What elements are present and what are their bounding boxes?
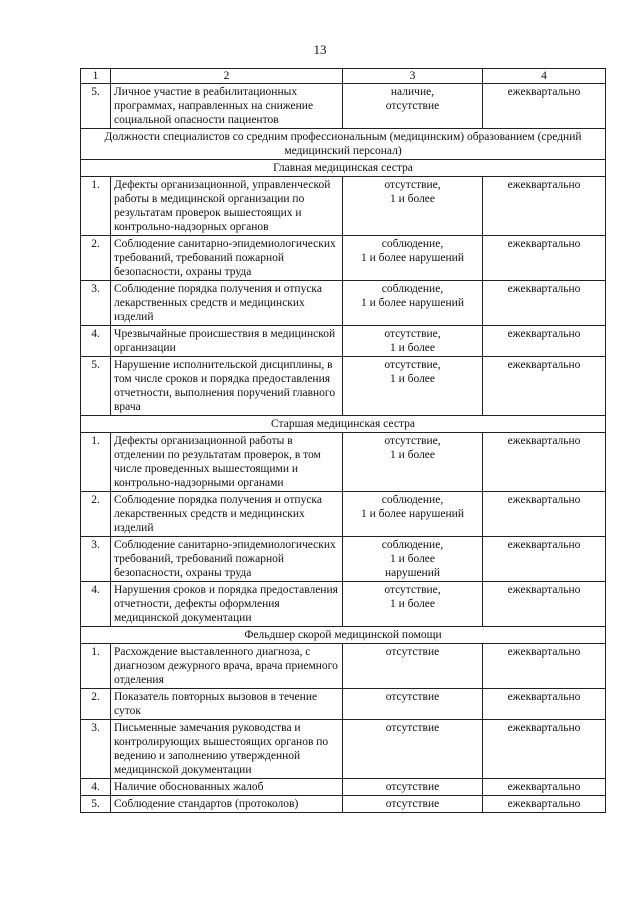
assessment-cell: отсутствие, 1 и более [343,433,483,492]
section-title: Должности специалистов со средним профессиональным (медицинским) образованием (средний медицинский персонал) [81,129,606,160]
assessment-cell: наличие, отсутствие [343,84,483,129]
header-col-1: 1 [81,69,111,84]
assessment-cell: отсутствие [343,644,483,689]
period-cell: ежеквартально [483,236,606,281]
criterion-cell: Дефекты организационной работы в отделении по результатам проверок, в том числе проведенных вышестоящими и контрольно-надзорными органами [111,433,343,492]
criterion-cell: Нарушения сроков и порядка предоставления отчетности, дефекты оформления медицинской документации [111,582,343,627]
page-number: 13 [313,42,327,57]
criteria-table [80,68,606,813]
assessment-cell: отсутствие, 1 и более [343,582,483,627]
period-cell: ежеквартально [483,720,606,779]
row-number: 2. [81,492,111,537]
row-number: 5. [81,357,111,416]
table-row [81,720,606,779]
period-cell: ежеквартально [483,357,606,416]
assessment-cell: соблюдение, 1 и более нарушений [343,492,483,537]
row-number: 4. [81,582,111,627]
row-number: 4. [81,779,111,796]
criterion-cell: Соблюдение санитарно-эпидемиологических требований, требований пожарной безопасности, охраны труда [111,236,343,281]
assessment-cell: отсутствие [343,779,483,796]
section-title: Главная медицинская сестра [81,160,606,177]
period-cell: ежеквартально [483,779,606,796]
criterion-cell: Показатель повторных вызовов в течение суток [111,689,343,720]
section-header-row [81,160,606,177]
period-cell: ежеквартально [483,177,606,236]
section-header-row [81,627,606,644]
criterion-cell: Личное участие в реабилитационных программах, направленных на снижение социальной опасности пациентов [111,84,343,129]
assessment-cell: отсутствие [343,720,483,779]
assessment-cell: соблюдение, 1 и более нарушений [343,537,483,582]
period-cell: ежеквартально [483,326,606,357]
row-number: 5. [81,84,111,129]
table-row [81,644,606,689]
assessment-cell: отсутствие, 1 и более [343,326,483,357]
table-row [81,357,606,416]
row-number: 5. [81,796,111,813]
table-row [81,689,606,720]
assessment-cell: соблюдение, 1 и более нарушений [343,281,483,326]
table-row [81,537,606,582]
criterion-cell: Письменные замечания руководства и контролирующих вышестоящих органов по ведению и заполнению утвержденной медицинской документации [111,720,343,779]
criterion-cell: Нарушение исполнительской дисциплины, в том числе сроков и порядка предоставления отчетности, выполнения поручений главного врача [111,357,343,416]
criterion-cell: Соблюдение санитарно-эпидемиологических требований, требований пожарной безопасности, охраны труда [111,537,343,582]
table-row [81,492,606,537]
criterion-cell: Соблюдение порядка получения и отпуска лекарственных средств и медицинских изделий [111,492,343,537]
table-row [81,281,606,326]
table-row [81,796,606,813]
header-col-2: 2 [111,69,343,84]
criterion-cell: Соблюдение стандартов (протоколов) [111,796,343,813]
row-number: 4. [81,326,111,357]
criterion-cell: Наличие обоснованных жалоб [111,779,343,796]
row-number: 3. [81,537,111,582]
section-title: Старшая медицинская сестра [81,416,606,433]
assessment-cell: отсутствие [343,689,483,720]
row-number: 3. [81,720,111,779]
row-number: 1. [81,433,111,492]
row-number: 3. [81,281,111,326]
table-row [81,84,606,129]
period-cell: ежеквартально [483,796,606,813]
row-number: 1. [81,644,111,689]
table-row [81,236,606,281]
period-cell: ежеквартально [483,644,606,689]
period-cell: ежеквартально [483,537,606,582]
header-col-4: 4 [483,69,606,84]
table-header-row [81,69,606,84]
period-cell: ежеквартально [483,433,606,492]
criterion-cell: Дефекты организационной, управленческой работы в медицинской организации по результатам проверок вышестоящих и контрольно-надзорных органов [111,177,343,236]
table-row [81,582,606,627]
period-cell: ежеквартально [483,492,606,537]
assessment-cell: отсутствие, 1 и более [343,357,483,416]
assessment-cell: отсутствие [343,796,483,813]
table-row [81,433,606,492]
period-cell: ежеквартально [483,582,606,627]
row-number: 2. [81,236,111,281]
criterion-cell: Чрезвычайные происшествия в медицинской организации [111,326,343,357]
section-header-row [81,129,606,160]
row-number: 2. [81,689,111,720]
table-row [81,326,606,357]
assessment-cell: соблюдение, 1 и более нарушений [343,236,483,281]
row-number: 1. [81,177,111,236]
section-title: Фельдшер скорой медицинской помощи [81,627,606,644]
table-row [81,779,606,796]
assessment-cell: отсутствие, 1 и более [343,177,483,236]
criterion-cell: Расхождение выставленного диагноза, с диагнозом дежурного врача, врача приемного отделения [111,644,343,689]
header-col-3: 3 [343,69,483,84]
table-row [81,177,606,236]
period-cell: ежеквартально [483,84,606,129]
criterion-cell: Соблюдение порядка получения и отпуска лекарственных средств и медицинских изделий [111,281,343,326]
section-header-row [81,416,606,433]
period-cell: ежеквартально [483,281,606,326]
period-cell: ежеквартально [483,689,606,720]
